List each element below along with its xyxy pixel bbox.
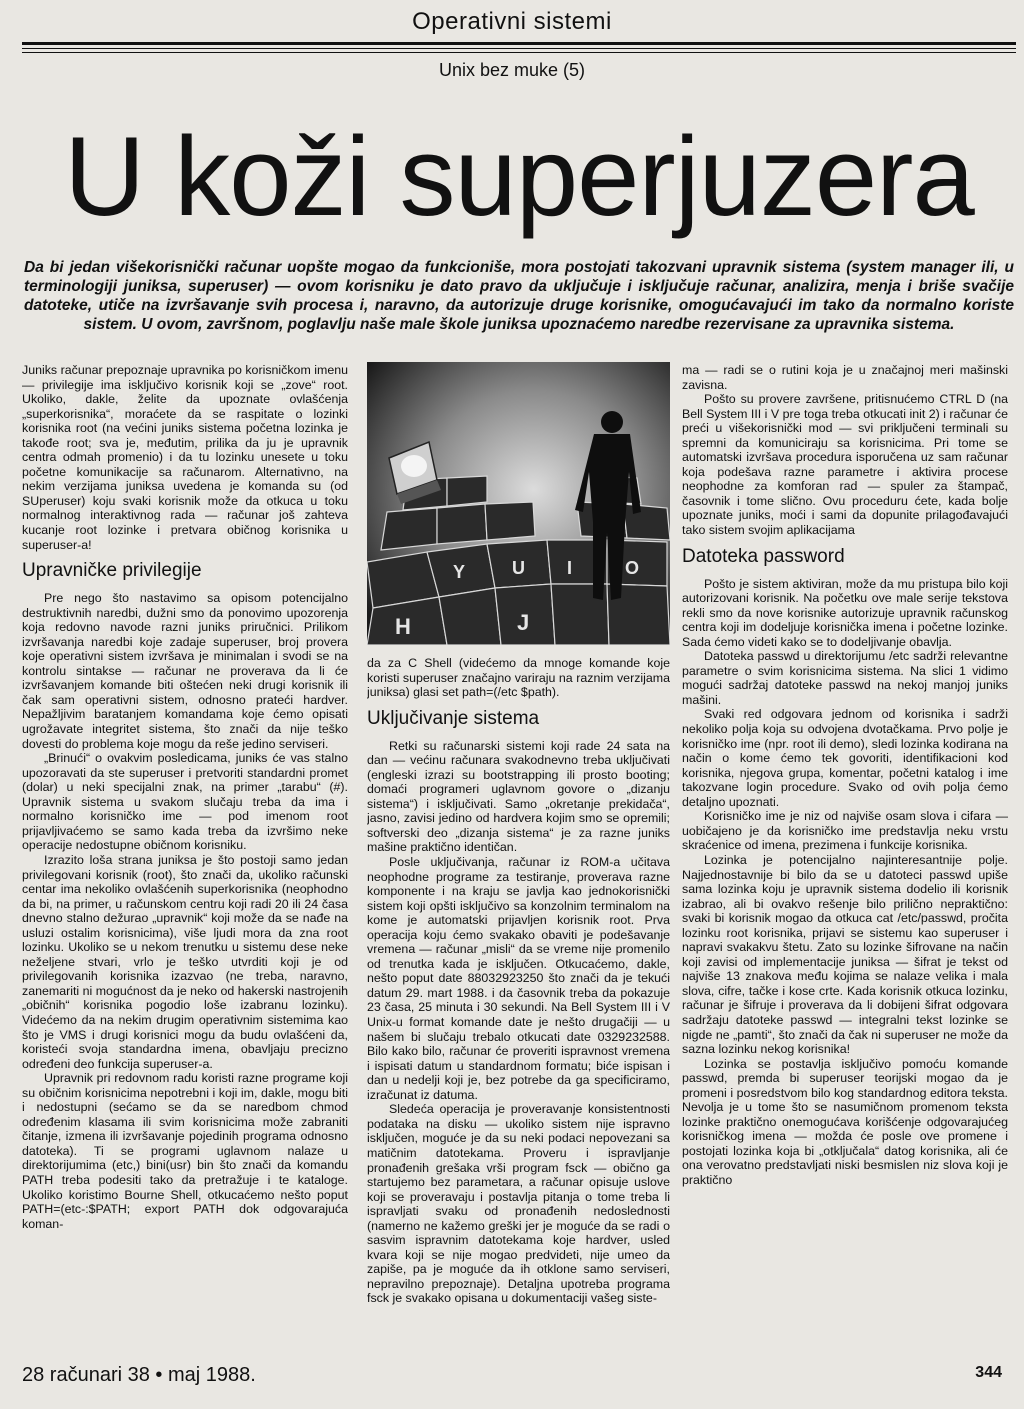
article-title: U koži superjuzera — [64, 114, 974, 239]
paragraph: Lozinka se postavlja isključivo pomoću komande passwd, premda bi superuser teorijski mogao da je promeni i posredstvom bilo kog standardnog editora teksta. Nevolja je u tome što se nasumičnom promenom teksta lozinke praktično onemogućava korišćenje odgovarajućeg korisničkog imena — možda će posle ove promene i postojati lozinka koja bi „otključala“ datog korisnika, ali će ona verovatno predstavljati niski besmislen niz slova koji je praktično — [682, 1056, 1008, 1187]
keyboard-man-illustration — [367, 362, 670, 645]
paragraph: Pre nego što nastavimo sa opisom potencijalno destruktivnih naredbi, dužni smo da ponovimo upozorenja koja redovno navode razni juniks priručnici. Prilikom izvršavanja naredbi koje zadaje superuser, broj provera koje operativni sistem izvršava je minimalan i svodi se na kontrolu sintakse — računar ne proverava da li će izvršavanjem komande biti oštećen neki drugi korisnik ili čak sam operativni sistem, odnosno prateći hardver. Nepažljivim baratanjem komandama koje ćemo opisati ugrožavate integritet sistema, što znači da nije teško dovesti do problema koje mogu da reše jedino serviseri. — [22, 591, 348, 751]
paragraph: Lozinka je potencijalno najinteresantnije polje. Najjednostavnije bi bilo da se u datoteci passwd upiše sama lozinka koju je upravnik sistema dodelio ili korisnik izabrao, ali bi ovakvo rešenje bilo prilično nepraktično: svaki bi korisnik mogao da otkuca cat /etc/passwd, pročita lozinku root korisnika, prijavi se sistemu kao superuser i napravi svakakvu štetu. Zato su lozinke šifrovane na način koji zavisi od implementacije juniksa — šifrat je tekst od najviše 13 znakova među kojima se nalaze velika i mala slova, cifre, tačke i kose crte. Kada korisnik otkuca lozinku, računar je šifruje i proverava da li dobijeni šifrat odgovara sadržaju datoteke passwd — integralni tekst lozinke se nigde ne „pamti“, što znači da čak ni superuser ne može da sazna lozinku nekog korisnika! — [682, 852, 1008, 1057]
section-header: Operativni sistemi — [412, 8, 612, 35]
key-label: O — [625, 558, 640, 578]
paragraph: ma — radi se o rutini koja je u značajnoj meri mašinski zavisna. — [682, 363, 1008, 392]
photo-graphic — [367, 362, 670, 645]
key-label: J — [517, 610, 530, 635]
header-rule-thin-2 — [22, 52, 1016, 53]
footer-issue: 28 računari 38 • maj 1988. — [22, 1364, 256, 1386]
key-label: Y — [453, 562, 466, 582]
paragraph: Datoteka passwd u direktorijumu /etc sadrži relevantne parametre o svim korisnicima sistema. Na slici 1 vidimo mogući sadržaj datoteke passwd na nekoj manjoj juniks mašini. — [682, 649, 1008, 707]
paragraph: Pošto je sistem aktiviran, može da mu pristupa bilo koji autorizovani korisnik. Na početku ove male serije tekstova rekli smo da nove korisnike autorizuje upravnik računskog centra koji im dodeljuje korisnička imena i početne lozinke. Sada ćemo videti kako se to dodeljivanje obavlja. — [682, 576, 1008, 649]
text-column-1 — [22, 363, 348, 1353]
article-lead: Da bi jedan višekorisnički računar uopšte mogao da funkcioniše, mora postojati takozvani upravnik sistema (system manager ili, u terminologiji juniksa, superuser) — ovom korisniku je dato pravo da uključuje i isključuje računar, analizira, menja i briše svačije datoteke, utiče na izvršavanje svih procesa i, naravno, da autorizuje druge korisnike, omogućavajući im tako da normalno koriste sistem. U ovom, završnom, poglavlju naše male škole juniksa upoznaćemo naredbe rezervisane za upravnika sistema. — [24, 259, 1014, 333]
paragraph: Svaki red odgovara jednom od korisnika i sadrži nekoliko polja koja su odvojena dvotačkama. Prvo polje je korisničko ime (npr. root ili demo), sledi lozinka kodirana na način o kome ćemo tek govoriti, identifikacioni kod korisnika, njegova grupa, komentar, početni katalog i ime takozvane login procedure. Svako od ovih polja ćemo detaljno upoznati. — [682, 707, 1008, 809]
header-rule-thin — [22, 48, 1016, 49]
paragraph: da za C Shell (videćemo da mnoge komande koje koristi superuser značajno variraju na raznim verzijama juniksa) glasi set path=(/etc $path). — [367, 656, 670, 700]
page-number: 344 — [975, 1364, 1002, 1381]
paragraph: Pošto su provere završene, pritisnućemo CTRL D (na Bell System III i V pre toga treba otkucati init 2) i računar će preći u višekorisnički mod — svi priključeni terminali su spremni da komuniciraju sa korisnicima. Pri tome se automatski izvršava procedura isporučena uz sam računar koja podešava razne parametre i aktivira procese neophodne za komforan rad — spuler za štampač, časovnik i tome slično. Ovu proceduru ćete, kada bolje upoznate juniks, moći i sami da dopunite prilagođavajući tako sistem svojim aplikacijama — [682, 392, 1008, 538]
paragraph: Juniks računar prepoznaje upravnika po korisničkom imenu — privilegije ima isključivo korisnik koji se „zove“ root. Ukoliko, dakle, želite da upoznate ovlašćenja „superkorisnika“, moraćete da se raspitate o lozinki korisnika root (na većini juniks sistema početna lozinka je takođe root; sva je, međutim, prilika da ju je upravnik centra odmah promenio) i da tu lozinku unesete u toku početne komunikacije sa računarom. Alternativno, na nekim verzijama juniksa uvedena je komanda su (od SUperuser) koju svaki korisnik može da otkuca u toku normalnog interaktivnog rada — računar još zahteva kucanje root lozinke i pretvara običnog korisnika u superuser-a! — [22, 363, 348, 552]
subheading: Upravničke privilegije — [22, 560, 202, 582]
paragraph: Posle uključivanja, računar iz ROM-a učitava neophodne programe za testiranje, proverava razne komponente i na kraju se javlja kao jednokorisnički sistem koji opšti isključivo sa konzolnim terminalom na kome je automatski prijavljen korisnik root. Prva operacija koju ćemo svakako obaviti je podešavanje vremena — računar „misli“ da se vreme nije promenilo od trenutka kada je isključen. Otkucaćemo, dakle, nešto poput date 88032923250 što znači da je tekući datum 29. mart 1988. i da časovnik treba da pokazuje 23 časa, 25 minuta i 30 sekundi. Na Bell System III i V Unix-u format komande date je nešto drugačiji — u našem bi slučaju trebalo otkucati date 0329232588. Bilo kako bilo, računar će proveriti ispravnost vremena i ispisati datum u standardnom formatu; biće ispisan i dan u nedelji koji je, bez potrebe da ga specificiramo, izračunat iz datuma. — [367, 855, 670, 1102]
paragraph: Sledeća operacija je proveravanje konsistentnosti podataka na disku — ukoliko sistem nije ispravno isključen, moguće je da su neki podaci nepovezani sa matičnim datotekama. Proveru i ispravljanje pronađenih grešaka vrši program fsck — obično ga startujemo bez parametara, a računar opisuje uslove koji se proveravaju i postavlja pitanja o tome treba li ispravljati svaku od pronađenih nedoslednosti (namerno ne kažemo greški jer je moguće da se radi o sasvim ispravnim datotekama koje hardver, usled kvara koji se nije mogao predvideti, nije umeo da zapiše, pa je moguće da ih otklone samo serviseri, nepravilno prepoznaje). Detaljna upotreba programa fsck je svakako opisana u dokumentaciji vašeg siste- — [367, 1102, 670, 1306]
subheading: Uključivanje sistema — [367, 707, 540, 729]
paragraph: „Brinući“ o ovakvim posledicama, juniks će vas stalno upozoravati da ste superuser i pretvoriti standardni promet (dolar) u neki specijalni znak, na primer „tarabu“ (#). Upravnik sistema u svakom slučaju treba da ima i normalno korisničko ime — pod imenom root prijavljivaćemo se samo kada treba da izvršimo neke operacije nedostupne običnom korisniku. — [22, 751, 348, 853]
series-subtitle: Unix bez muke (5) — [438, 60, 586, 80]
text-column-2 — [367, 656, 670, 1356]
text-column-3 — [682, 363, 1008, 1353]
paragraph: Izrazito loša strana juniksa je što postoji samo jedan privilegovani korisnik (root), što znači da, ukoliko računski centar ima nekoliko ovlašćenih superkorisnika (neophodno da bi, na primer, u računskom centru koji radi 20 ili 24 časa dnevno stalno dežurao „upravnik“ koji može da se nađe na usluzi ostalim korisnicima), više ljudi mora da zna root lozinku. Ukoliko se u nekom trenutku u sistemu dese neke neželjene stvari, vrlo je teško utvrditi koji je od privilegovanih korisnika izazvao (ne treba, naravno, zanemariti ni mogućnost da je neko od hakerski nastrojenih „običnih“ korisnika pogodio loše izabranu lozinku). Videćemo da na nekim drugim operativnim sistemima kao što je VMS i drugi korisnici mogu da budu ovlašćeni da, koristeći svoja standardna imena, obavljaju precizno određeni deo funkcija superuser-a. — [22, 852, 348, 1071]
key-label: H — [395, 614, 411, 639]
header-rule-thick — [22, 42, 1016, 45]
paragraph: Korisničko ime je niz od najviše osam slova i cifara — uobičajeno je da korisničko ime predstavlja neku vrstu skraćenice od imena, prezimena i funkcije korisnika. — [682, 809, 1008, 853]
paragraph: Upravnik pri redovnom radu koristi razne programe koji su običnim korisnicima nepotrebni i koji im, dakle, mogu biti i nedostupni (sećamo se da se naredbom chmod određenim klasama ili svim korisnicima može zabraniti čitanje, izmena ili izvršavanje pojedinih programa odnosno datoteka). Ti se programi uglavnom nalaze u direktorijumima (etc,) bini(usr) bin što znači da komandu PATH treba podesiti tako da pretražuje i te kataloge. Ukoliko koristimo Bourne Shell, otkucaćemo nešto poput PATH=(etc-:$PATH; export PATH dok odgovarajuća koman- — [22, 1071, 348, 1231]
paragraph: Retki su računarski sistemi koji rade 24 sata na dan — većinu računara svakodnevno treba uključivati (engleski izrazi su bootstrapping ili prosto booting; domaći programeri uglavnom govore o „dizanju sistema“) i isključivati. Samo „okretanje prekidača“, jasno, zavisi jedino od hardvera kojim smo se opremili; softverski deo „dizanja sistema“ je za razne juniks mašine praktično identičan. — [367, 738, 670, 855]
key-label: U — [512, 558, 525, 578]
key-label: I — [567, 558, 573, 578]
subheading: Datoteka password — [682, 545, 845, 567]
